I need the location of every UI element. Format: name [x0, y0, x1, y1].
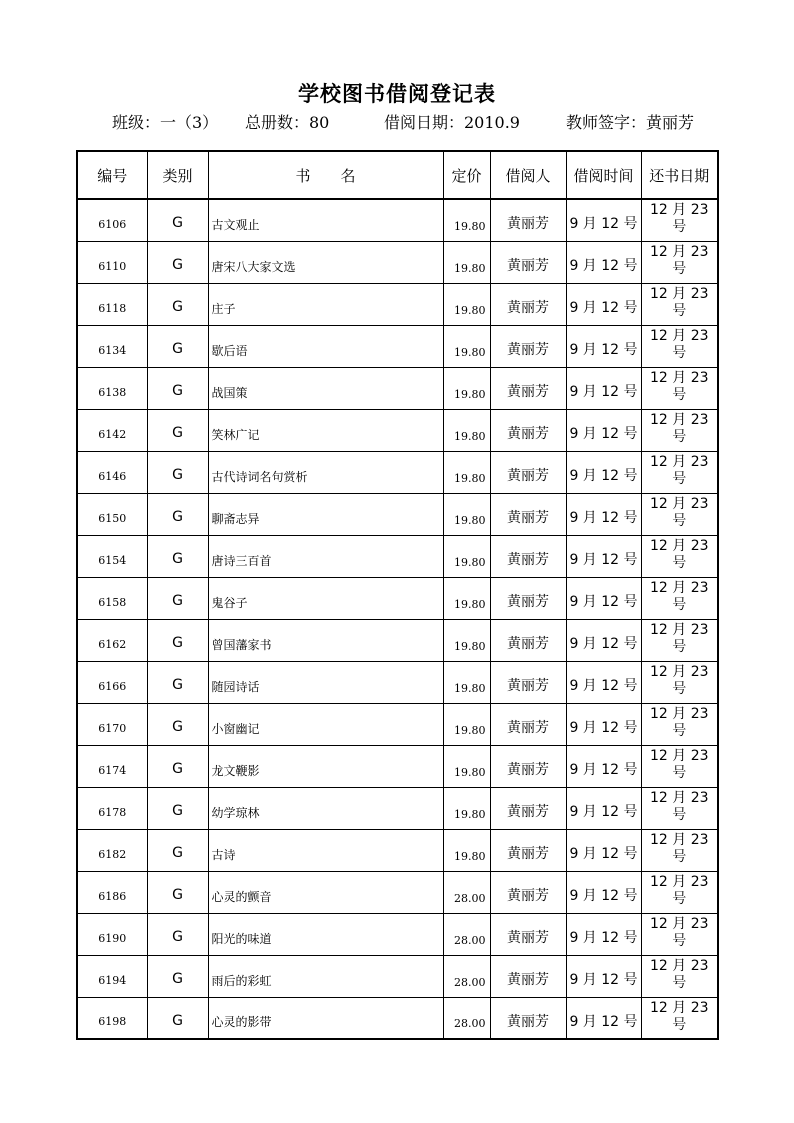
cell-price: 19.80 [443, 367, 490, 409]
table-row [77, 451, 718, 493]
table-row [77, 619, 718, 661]
cell-price: 19.80 [443, 745, 490, 787]
table-row [77, 871, 718, 913]
table-row [77, 325, 718, 367]
class-label: 班级：一（3） [112, 113, 219, 132]
table-row [77, 661, 718, 703]
cell-borrow-time: 9 月 12 号 [566, 787, 641, 829]
cell-price: 19.80 [443, 241, 490, 283]
table-row [77, 745, 718, 787]
cell-id: 6138 [77, 367, 147, 409]
cell-price: 28.00 [443, 955, 490, 997]
header-borrow-time: 借阅时间 [566, 151, 641, 199]
cell-return-date: 12 月 23 号 [641, 367, 718, 409]
cell-borrow-time: 9 月 12 号 [566, 325, 641, 367]
cell-category: G [147, 745, 208, 787]
cell-borrow-time: 9 月 12 号 [566, 367, 641, 409]
table-row [77, 367, 718, 409]
cell-book-title: 鬼谷子 [208, 577, 443, 619]
cell-id: 6178 [77, 787, 147, 829]
cell-return-date: 12 月 23 号 [641, 451, 718, 493]
cell-borrow-time: 9 月 12 号 [566, 451, 641, 493]
table-row [77, 493, 718, 535]
table-row [77, 829, 718, 871]
cell-id: 6174 [77, 745, 147, 787]
cell-id: 6134 [77, 325, 147, 367]
cell-price: 19.80 [443, 283, 490, 325]
cell-price: 19.80 [443, 451, 490, 493]
cell-borrow-time: 9 月 12 号 [566, 871, 641, 913]
cell-return-date: 12 月 23 号 [641, 829, 718, 871]
header-category: 类别 [147, 151, 208, 199]
cell-category: G [147, 787, 208, 829]
cell-borrow-time: 9 月 12 号 [566, 703, 641, 745]
cell-price: 19.80 [443, 199, 490, 241]
borrow-date-label: 借阅日期：2010.9 [384, 113, 520, 132]
cell-return-date: 12 月 23 号 [641, 955, 718, 997]
header-book-title: 书 名 [208, 151, 443, 199]
cell-id: 6162 [77, 619, 147, 661]
cell-borrower: 黄丽芳 [490, 409, 566, 451]
cell-id: 6166 [77, 661, 147, 703]
cell-book-title: 笑林广记 [208, 409, 443, 451]
cell-id: 6158 [77, 577, 147, 619]
cell-category: G [147, 829, 208, 871]
cell-category: G [147, 409, 208, 451]
cell-borrow-time: 9 月 12 号 [566, 955, 641, 997]
cell-book-title: 古诗 [208, 829, 443, 871]
cell-return-date: 12 月 23 号 [641, 913, 718, 955]
cell-category: G [147, 619, 208, 661]
cell-borrower: 黄丽芳 [490, 367, 566, 409]
cell-borrow-time: 9 月 12 号 [566, 997, 641, 1039]
cell-borrow-time: 9 月 12 号 [566, 493, 641, 535]
cell-book-title: 龙文鞭影 [208, 745, 443, 787]
cell-category: G [147, 913, 208, 955]
cell-book-title: 幼学琼林 [208, 787, 443, 829]
cell-book-title: 聊斋志异 [208, 493, 443, 535]
cell-return-date: 12 月 23 号 [641, 283, 718, 325]
cell-category: G [147, 325, 208, 367]
cell-book-title: 歇后语 [208, 325, 443, 367]
cell-borrow-time: 9 月 12 号 [566, 913, 641, 955]
cell-borrower: 黄丽芳 [490, 661, 566, 703]
cell-borrow-time: 9 月 12 号 [566, 745, 641, 787]
cell-borrower: 黄丽芳 [490, 577, 566, 619]
cell-id: 6190 [77, 913, 147, 955]
cell-price: 19.80 [443, 577, 490, 619]
cell-price: 19.80 [443, 535, 490, 577]
header-price: 定价 [443, 151, 490, 199]
cell-id: 6118 [77, 283, 147, 325]
cell-book-title: 唐诗三百首 [208, 535, 443, 577]
cell-return-date: 12 月 23 号 [641, 577, 718, 619]
header-row [77, 151, 718, 199]
cell-id: 6154 [77, 535, 147, 577]
cell-price: 19.80 [443, 619, 490, 661]
cell-book-title: 古代诗词名句赏析 [208, 451, 443, 493]
cell-return-date: 12 月 23 号 [641, 787, 718, 829]
total-books-label: 总册数：80 [245, 113, 330, 132]
cell-borrower: 黄丽芳 [490, 493, 566, 535]
cell-book-title: 雨后的彩虹 [208, 955, 443, 997]
cell-category: G [147, 241, 208, 283]
cell-borrow-time: 9 月 12 号 [566, 661, 641, 703]
teacher-signature-label: 教师签字：黄丽芳 [566, 113, 695, 132]
cell-category: G [147, 955, 208, 997]
cell-category: G [147, 493, 208, 535]
table-row [77, 787, 718, 829]
cell-borrower: 黄丽芳 [490, 871, 566, 913]
cell-return-date: 12 月 23 号 [641, 199, 718, 241]
header-id: 编号 [77, 151, 147, 199]
table-row [77, 409, 718, 451]
cell-return-date: 12 月 23 号 [641, 409, 718, 451]
cell-borrower: 黄丽芳 [490, 535, 566, 577]
cell-borrower: 黄丽芳 [490, 913, 566, 955]
table-row [77, 199, 718, 241]
table-row [77, 535, 718, 577]
borrow-register-table [76, 150, 719, 1040]
cell-book-title: 曾国藩家书 [208, 619, 443, 661]
cell-return-date: 12 月 23 号 [641, 535, 718, 577]
cell-borrower: 黄丽芳 [490, 787, 566, 829]
cell-id: 6106 [77, 199, 147, 241]
cell-borrower: 黄丽芳 [490, 703, 566, 745]
cell-category: G [147, 577, 208, 619]
cell-price: 19.80 [443, 661, 490, 703]
cell-category: G [147, 703, 208, 745]
cell-borrower: 黄丽芳 [490, 955, 566, 997]
cell-book-title: 随园诗话 [208, 661, 443, 703]
cell-borrower: 黄丽芳 [490, 451, 566, 493]
cell-price: 19.80 [443, 787, 490, 829]
cell-category: G [147, 367, 208, 409]
cell-borrower: 黄丽芳 [490, 829, 566, 871]
table-row [77, 283, 718, 325]
cell-category: G [147, 997, 208, 1039]
cell-book-title: 唐宋八大家文选 [208, 241, 443, 283]
cell-return-date: 12 月 23 号 [641, 241, 718, 283]
cell-price: 28.00 [443, 871, 490, 913]
cell-id: 6110 [77, 241, 147, 283]
cell-book-title: 阳光的味道 [208, 913, 443, 955]
header-return-date: 还书日期 [641, 151, 718, 199]
cell-return-date: 12 月 23 号 [641, 745, 718, 787]
cell-price: 19.80 [443, 493, 490, 535]
cell-return-date: 12 月 23 号 [641, 493, 718, 535]
cell-borrow-time: 9 月 12 号 [566, 283, 641, 325]
cell-borrow-time: 9 月 12 号 [566, 199, 641, 241]
cell-id: 6150 [77, 493, 147, 535]
cell-id: 6194 [77, 955, 147, 997]
cell-book-title: 小窗幽记 [208, 703, 443, 745]
cell-category: G [147, 283, 208, 325]
cell-id: 6198 [77, 997, 147, 1039]
cell-price: 19.80 [443, 703, 490, 745]
cell-book-title: 心灵的影带 [208, 997, 443, 1039]
cell-borrower: 黄丽芳 [490, 619, 566, 661]
cell-borrow-time: 9 月 12 号 [566, 409, 641, 451]
cell-borrower: 黄丽芳 [490, 283, 566, 325]
cell-price: 19.80 [443, 325, 490, 367]
cell-return-date: 12 月 23 号 [641, 703, 718, 745]
cell-borrow-time: 9 月 12 号 [566, 829, 641, 871]
table-row [77, 241, 718, 283]
cell-price: 28.00 [443, 913, 490, 955]
cell-price: 19.80 [443, 409, 490, 451]
cell-borrow-time: 9 月 12 号 [566, 241, 641, 283]
cell-category: G [147, 451, 208, 493]
cell-book-title: 心灵的颤音 [208, 871, 443, 913]
cell-borrower: 黄丽芳 [490, 241, 566, 283]
table-row [77, 997, 718, 1039]
table-row [77, 955, 718, 997]
cell-category: G [147, 871, 208, 913]
cell-id: 6146 [77, 451, 147, 493]
cell-book-title: 庄子 [208, 283, 443, 325]
cell-id: 6142 [77, 409, 147, 451]
cell-borrow-time: 9 月 12 号 [566, 535, 641, 577]
cell-return-date: 12 月 23 号 [641, 871, 718, 913]
cell-book-title: 战国策 [208, 367, 443, 409]
cell-price: 28.00 [443, 997, 490, 1039]
page-title: 学校图书借阅登记表 [298, 81, 496, 106]
cell-category: G [147, 661, 208, 703]
cell-return-date: 12 月 23 号 [641, 325, 718, 367]
cell-price: 19.80 [443, 829, 490, 871]
cell-borrower: 黄丽芳 [490, 199, 566, 241]
cell-category: G [147, 199, 208, 241]
cell-return-date: 12 月 23 号 [641, 997, 718, 1039]
table-row [77, 577, 718, 619]
cell-borrow-time: 9 月 12 号 [566, 577, 641, 619]
cell-id: 6182 [77, 829, 147, 871]
cell-category: G [147, 535, 208, 577]
cell-id: 6170 [77, 703, 147, 745]
cell-borrower: 黄丽芳 [490, 997, 566, 1039]
cell-borrow-time: 9 月 12 号 [566, 619, 641, 661]
cell-book-title: 古文观止 [208, 199, 443, 241]
table-row [77, 703, 718, 745]
cell-return-date: 12 月 23 号 [641, 661, 718, 703]
cell-borrower: 黄丽芳 [490, 745, 566, 787]
table-row [77, 913, 718, 955]
cell-return-date: 12 月 23 号 [641, 619, 718, 661]
header-borrower: 借阅人 [490, 151, 566, 199]
cell-id: 6186 [77, 871, 147, 913]
cell-borrower: 黄丽芳 [490, 325, 566, 367]
